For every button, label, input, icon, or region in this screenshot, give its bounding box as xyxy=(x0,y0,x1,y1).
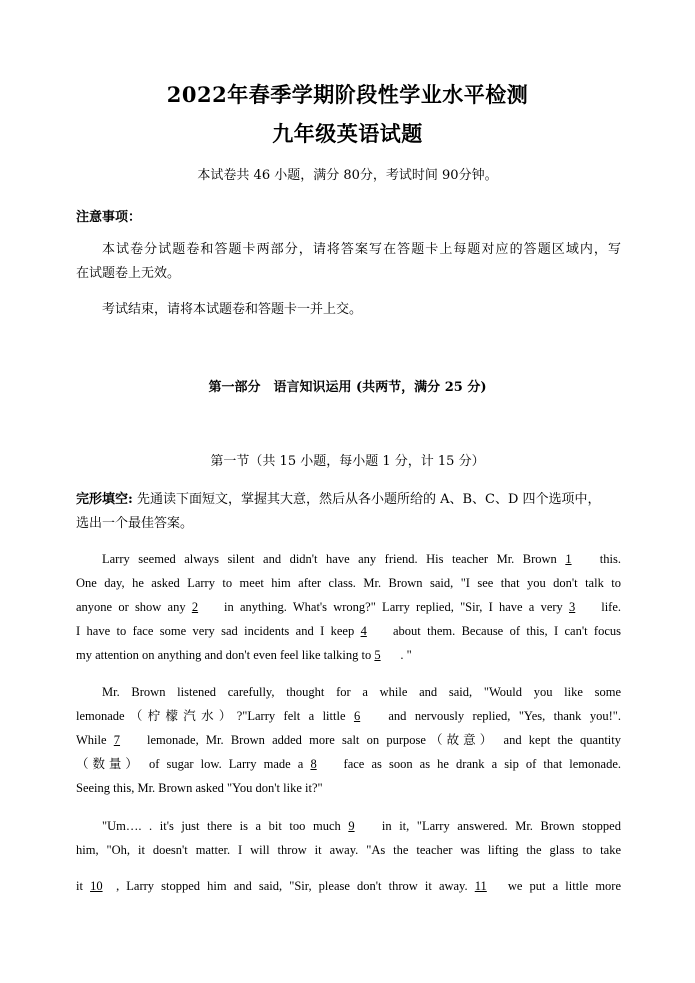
passage-text: my attention on anything and don't even feel like talking to xyxy=(76,648,375,662)
passage-text: and nervously replied, "Yes, thank you!". xyxy=(379,709,621,723)
passage-text: "Um…. . it's just there is a bit too much xyxy=(102,819,349,833)
passage-line: Seeing this, Mr. Brown asked "You don't like it?" xyxy=(76,781,323,795)
exam-subtitle: 九年级英语试题 xyxy=(272,121,423,146)
passage-text: lemonade（柠檬汽水）?"Larry felt a little xyxy=(76,709,354,723)
blank-9: 9 xyxy=(348,819,355,833)
passage-line xyxy=(76,547,621,571)
instructions-text: 选出一个最佳答案。 xyxy=(76,516,194,531)
blank-11: 11 xyxy=(474,879,487,893)
passage-text: , Larry stopped him and said, "Sir, please don't throw it away. xyxy=(116,879,475,893)
blank-3: 3 xyxy=(569,600,576,614)
blank-6: 6 xyxy=(353,709,361,723)
passage-line: Mr. Brown listened carefully, thought for a while and said, "Would you like some xyxy=(102,685,621,699)
instructions-label: 完形填空: xyxy=(76,492,133,507)
passage-line xyxy=(76,595,621,619)
passage-text: we put a little more xyxy=(500,879,621,893)
notice-line: 考试结束，请将本试题卷和答题卡一并上交。 xyxy=(102,302,363,317)
passage-text: life. xyxy=(595,600,621,614)
blank-1: 1 xyxy=(565,552,572,566)
notice-paragraph-1 xyxy=(76,238,621,286)
blank-2: 2 xyxy=(191,600,199,614)
exam-title: 2022年春季学期阶段性学业水平检测 xyxy=(166,82,529,107)
passage-paragraph-3 xyxy=(76,814,621,898)
passage-line xyxy=(76,643,621,667)
blank-7: 7 xyxy=(113,733,121,747)
blank-10: 10 xyxy=(90,879,103,893)
passage-line xyxy=(76,814,621,838)
passage-text: I have to face some very sad incidents and I keep xyxy=(76,624,361,638)
passage-line xyxy=(76,704,621,728)
notice-heading: 注意事项： xyxy=(76,210,142,225)
passage-text: this. xyxy=(591,552,621,566)
section-heading: 第一节（共 15 小题，每小题 1 分，计 15 分） xyxy=(210,454,485,469)
passage-text: about them. Because of this, I can't focus xyxy=(386,624,621,638)
notice-line: 在试题卷上无效。 xyxy=(76,266,181,281)
passage-line: him, "Oh, it doesn't matter. I will throw it away. "As the teacher was lifting the glass to take xyxy=(76,843,621,857)
cloze-instructions xyxy=(76,488,624,536)
passage-text: . " xyxy=(400,648,412,662)
passage-paragraph-1 xyxy=(76,547,621,667)
notice-paragraph-2 xyxy=(76,298,621,322)
blank-5: 5 xyxy=(374,648,381,662)
exam-meta: 本试卷共 46 小题，满分 80分，考试时间 90分钟。 xyxy=(197,168,498,183)
passage-paragraph-2 xyxy=(76,680,621,800)
instructions-text: 先通读下面短文，掌握其大意，然后从各小题所给的 A、B、C、D 四个选项中， xyxy=(132,492,601,507)
passage-text: （数量） of sugar low. Larry made a xyxy=(76,757,311,771)
passage-line: One day, he asked Larry to meet him after class. Mr. Brown said, "I see that you don't talk to xyxy=(76,576,621,590)
passage-text: in anything. What's wrong?" Larry replied, "Sir, I have a very xyxy=(217,600,569,614)
part-heading: 第一部分 语言知识运用 (共两节，满分 25 分) xyxy=(208,380,487,395)
passage-text: in it, "Larry answered. Mr. Brown stopped xyxy=(374,819,621,833)
notice-line: 本试卷分试题卷和答题卡两部分，请将答案写在答题卡上每题对应的答题区域内，写 xyxy=(102,242,621,257)
passage-text: anyone or show any xyxy=(76,600,192,614)
passage-line xyxy=(76,728,621,752)
passage-text: Larry seemed always silent and didn't have any friend. His teacher Mr. Brown xyxy=(102,552,566,566)
passage-text: While xyxy=(76,733,114,747)
passage-line xyxy=(76,752,621,776)
passage-text: it xyxy=(76,879,91,893)
blank-8: 8 xyxy=(310,757,317,771)
passage-line xyxy=(76,874,621,898)
blank-4: 4 xyxy=(360,624,367,638)
passage-text: face as soon as he drank a sip of that lemonade. xyxy=(336,757,621,771)
passage-text: lemonade, Mr. Brown added more salt on purpose（故意） and kept the quantity xyxy=(139,733,621,747)
passage-line xyxy=(76,619,621,643)
